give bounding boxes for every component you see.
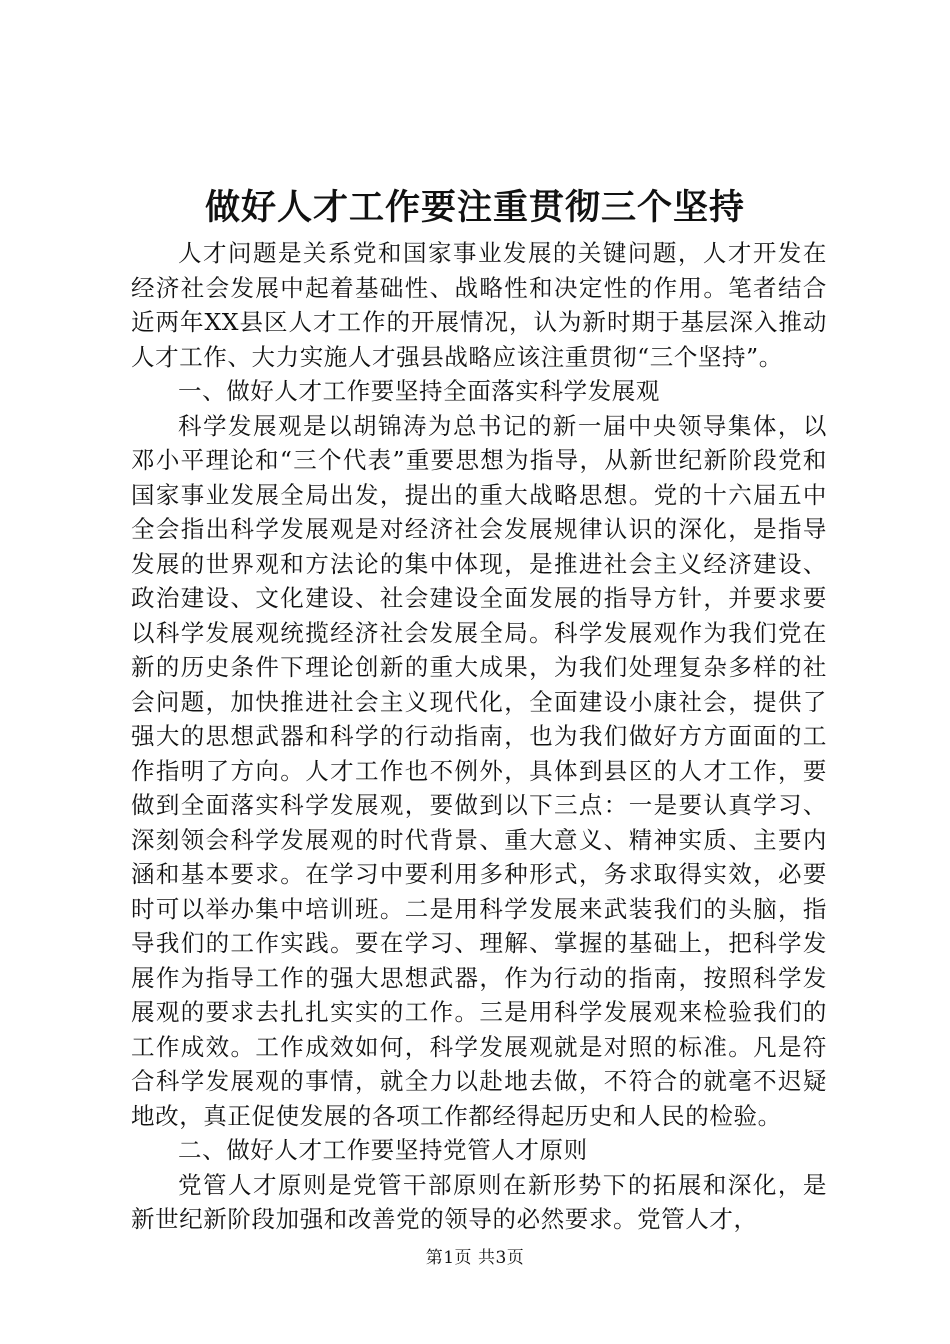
paragraph-section-2: 党管人才原则是党管干部原则在新形势下的拓展和深化，是新世纪新阶段加强和改善党的领导的必然要求。党管人才， (131, 1170, 827, 1233)
paragraph-intro: 人才问题是关系党和国家事业发展的关键问题，人才开发在经济社会发展中起着基础性、战略性和决定性的作用。笔者结合近两年XX县区人才工作的开展情况，认为新时期于基层深入推动人才工作、大力实施人才强县战略应该注重贯彻“三个坚持”。 (131, 239, 827, 371)
page-number-footer: 第1页 共3页 (425, 1248, 525, 1268)
document-body (131, 236, 827, 1237)
section-heading-1: 一、做好人才工作要坚持全面落实科学发展观 (178, 377, 660, 405)
section-heading-2: 二、做好人才工作要坚持党管人才原则 (178, 1136, 588, 1164)
document-title: 做好人才工作要注重贯彻三个坚持 (204, 187, 745, 228)
paragraph-section-1: 科学发展观是以胡锦涛为总书记的新一届中央领导集体，以邓小平理论和“三个代表”重要思想为指导，从新世纪新阶段党和国家事业发展全局出发，提出的重大战略思想。党的十六届五中全会指出科学发展观是对经济社会发展规律认识的深化，是指导发展的世界观和方法论的集中体现，是推进社会主义经济建设、政治建设、文化建设、社会建设全面发展的指导方针，并要求要以科学发展观统揽经济社会发展全局。科学发展观作为我们党在新的历史条件下理论创新的重大成果，为我们处理复杂多样的社会问题，加快推进社会主义现代化，全面建设小康社会，提供了强大的思想武器和科学的行动指南，也为我们做好方方面面的工作指明了方向。人才工作也不例外，具体到县区的人才工作，要做到全面落实科学发展观，要做到以下三点：一是要认真学习、深刻领会科学发展观的时代背景、重大意义、精神实质、主要内涵和基本要求。在学习中要利用多种形式，务求取得实效，必要时可以举办集中培训班。二是用科学发展来武装我们的头脑，指导我们的工作实践。要在学习、理解、掌握的基础上，把科学发展作为指导工作的强大思想武器，作为行动的指南，按照科学发展观的要求去扎扎实实的工作。三是用科学发展观来检验我们的工作成效。工作成效如何，科学发展观就是对照的标准。凡是符合科学发展观的事情，就全力以赴地去做，不符合的就毫不迟疑地改，真正促使发展的各项工作都经得起历史和人民的检验。 (131, 411, 827, 1130)
